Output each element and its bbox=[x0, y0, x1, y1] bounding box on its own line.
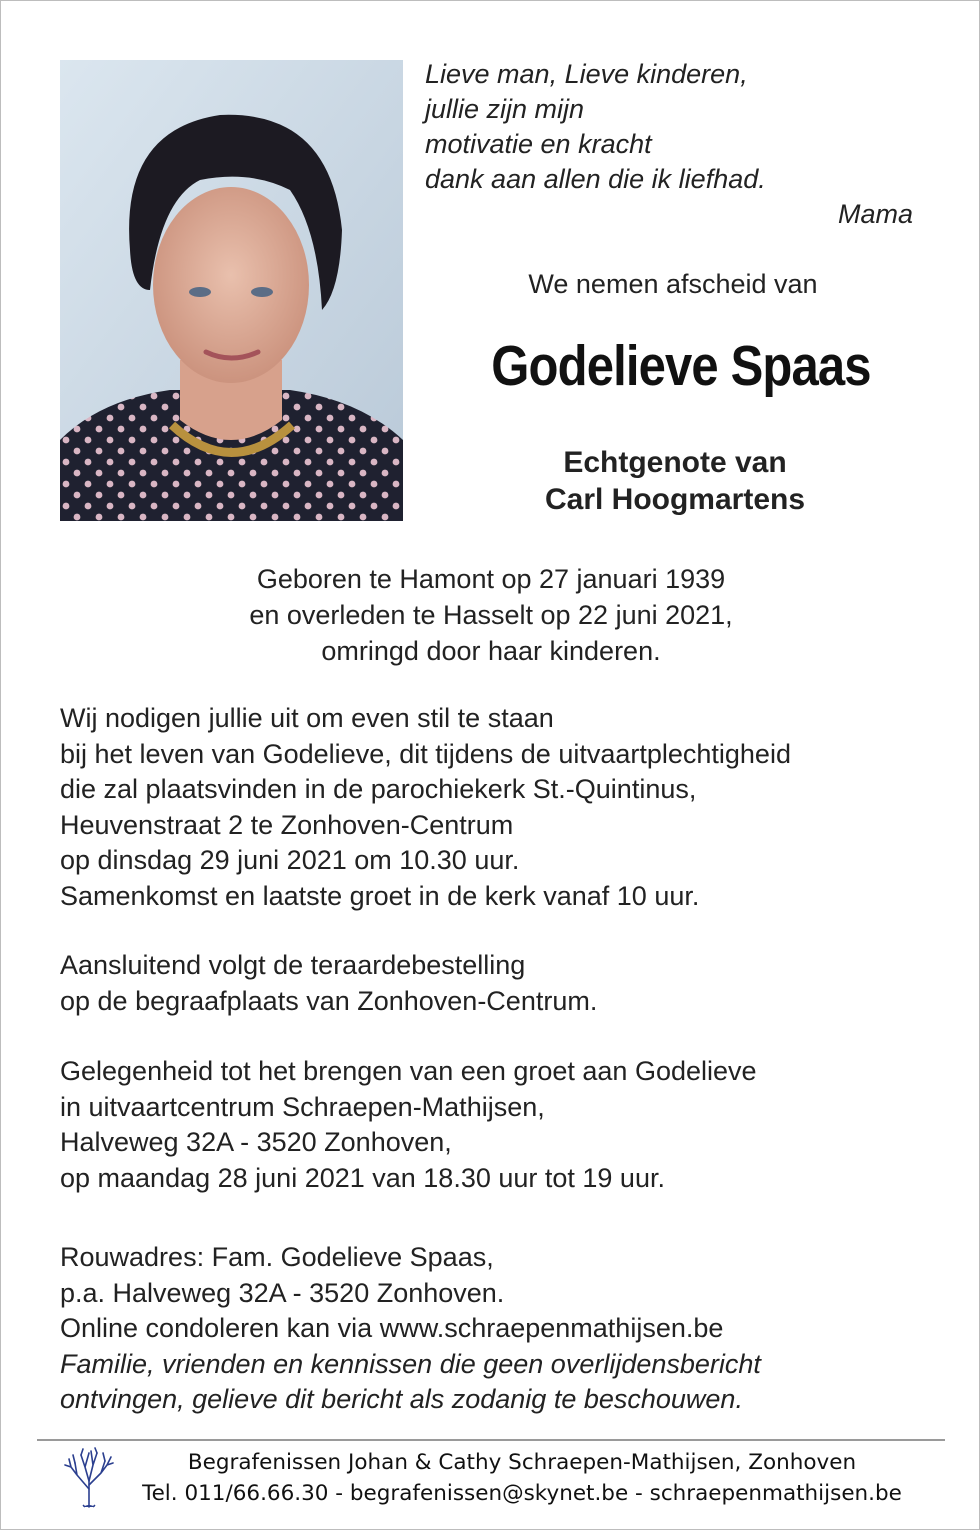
ceremony-line: Wij nodigen jullie uit om even stil te staan bbox=[60, 703, 554, 733]
address-line: Rouwadres: Fam. Godelieve Spaas, bbox=[60, 1242, 494, 1272]
funeral-home-name: Begrafenissen Johan & Cathy Schraepen-Mathijsen, Zonhoven bbox=[187, 1450, 857, 1475]
ceremony-line: op dinsdag 29 juni 2021 om 10.30 uur. bbox=[60, 845, 520, 875]
ceremony-line: Heuvenstraat 2 te Zonhoven-Centrum bbox=[60, 809, 514, 840]
deceased-name: Godelieve Spaas bbox=[491, 334, 871, 398]
tree-logo-icon bbox=[61, 1445, 117, 1509]
visitation-line: Halveweg 32A - 3520 Zonhoven, bbox=[60, 1127, 452, 1157]
date-line: en overleden te Hasselt op 22 juni 2021, bbox=[249, 600, 733, 630]
ceremony-line: Samenkomst en laatste groet in de kerk vanaf 10 uur. bbox=[60, 880, 700, 911]
poem-line: dank aan allen die ik liefhad. bbox=[425, 164, 766, 194]
ceremony-line: die zal plaatsvinden in de parochiekerk St.-Quintinus, bbox=[60, 774, 697, 804]
notice-line: Familie, vrienden en kennissen die geen overlijdensbericht bbox=[60, 1348, 761, 1379]
life-dates bbox=[1, 561, 980, 669]
visitation-info bbox=[60, 1054, 960, 1196]
spouse-info bbox=[425, 444, 925, 518]
portrait-photo bbox=[60, 60, 403, 521]
funeral-home-contact: Tel. 011/66.66.30 - begrafenissen@skynet.be - schraepenmathijsen.be bbox=[142, 1481, 902, 1506]
burial-info bbox=[60, 948, 960, 1019]
footer-divider bbox=[37, 1439, 945, 1441]
ceremony-info bbox=[60, 701, 960, 914]
condolence-link: Online condoleren kan via www.schraepenmathijsen.be bbox=[60, 1313, 724, 1343]
visitation-line: Gelegenheid tot het brengen van een groet aan Godelieve bbox=[60, 1056, 757, 1086]
ceremony-line: bij het leven van Godelieve, dit tijdens de uitvaartplechtigheid bbox=[60, 738, 791, 769]
date-line: Geboren te Hamont op 27 januari 1939 bbox=[256, 564, 726, 594]
funeral-home-footer bbox=[127, 1447, 917, 1509]
poem-line: jullie zijn mijn bbox=[425, 94, 585, 124]
address-info bbox=[60, 1240, 960, 1418]
intro-text bbox=[425, 269, 925, 300]
poem-line: motivatie en kracht bbox=[425, 129, 652, 159]
poem-signature: Mama bbox=[837, 199, 913, 229]
spouse-name: Carl Hoogmartens bbox=[544, 483, 806, 516]
burial-line: Aansluitend volgt de teraardebestelling bbox=[60, 950, 526, 980]
notice-line: ontvingen, gelieve dit bericht als zodanig te beschouwen. bbox=[60, 1384, 743, 1414]
poem bbox=[425, 57, 915, 232]
intro-label: We nemen afscheid van bbox=[528, 269, 818, 299]
visitation-line: op maandag 28 juni 2021 van 18.30 uur tot 19 uur. bbox=[60, 1162, 665, 1193]
visitation-line: in uitvaartcentrum Schraepen-Mathijsen, bbox=[60, 1091, 545, 1122]
poem-line: Lieve man, Lieve kinderen, bbox=[425, 59, 748, 89]
spouse-relation: Echtgenote van bbox=[563, 446, 787, 479]
date-line: omringd door haar kinderen. bbox=[321, 636, 661, 666]
burial-line: op de begraafplaats van Zonhoven-Centrum. bbox=[60, 985, 598, 1016]
address-line: p.a. Halveweg 32A - 3520 Zonhoven. bbox=[60, 1277, 505, 1308]
